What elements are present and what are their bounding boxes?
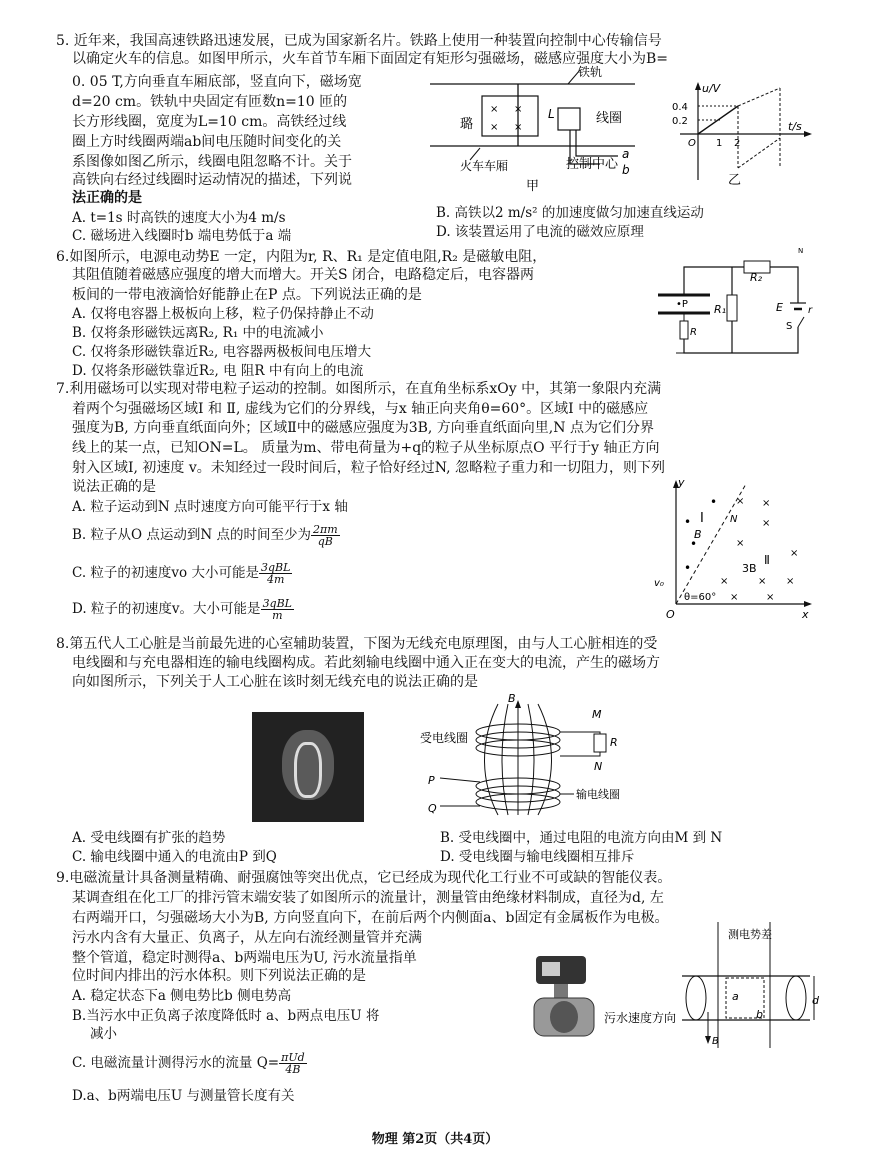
q7-option-a: A. 粒子运动到N 点时速度方向可能平行于x 轴 (72, 499, 348, 515)
q6-circuit-figure (640, 247, 820, 367)
q8-option-c: C. 输电线圈中通入的电流由P 到Q (72, 849, 277, 865)
field-mark: × (490, 122, 499, 133)
field-x: × (786, 576, 795, 587)
q5-option-d: D. 该装置运用了电流的磁效应原理 (436, 224, 644, 240)
q5-option-c: C. 磁场进入线圈时b 端电势低于a 端 (72, 228, 292, 244)
q7-line-5: 射入区域I, 初速度 v。未知经过一段时间后，粒子恰好经过N, 忽略粒子重力和一切阻力，则下列 (72, 460, 666, 476)
q7-line-2: 着两个匀强磁场区域Ⅰ 和 Ⅱ, 虚线为它们的分界线，与x 轴正向夹角θ=60°。区域Ⅰ 中的磁感应 (72, 401, 649, 417)
q7-option-c-text: C. 粒子的初速度vo 大小可能是 (72, 565, 259, 581)
field-x: × (790, 548, 799, 559)
q9-option-b-cont: 减小 (90, 1026, 117, 1042)
q8-line-2: 电线圈和与充电器相连的输电线圈构成。若此刻输电线圈中通入正在变大的电流，产生的磁场方 (72, 655, 660, 671)
q7-line-4: 线上的某一点，已知ON=L。 质量为m、带电荷量为+q的粒子从坐标原点O 平行于y 轴正方向 (72, 440, 660, 456)
q9-tube-figure (600, 920, 830, 1050)
label-a: a (732, 990, 739, 1003)
q7-option-c (72, 562, 292, 585)
label-rail: 铁轨 (578, 65, 603, 79)
q6-option-b: B. 仅将条形磁铁远离R₂, R₁ 中的电流减小 (72, 325, 324, 341)
q9-option-d: D.a、b两端电压U 与测量管长度有关 (72, 1088, 295, 1104)
axis-y: y (678, 476, 685, 489)
q5-line-3: 0. 05 T,方向垂直车厢底部，竖直向下，磁场宽 (72, 74, 362, 90)
label-jia: 甲 (526, 179, 540, 194)
label-potential-diff: 测电势差 (728, 928, 772, 941)
tick-2: 2 (734, 138, 741, 149)
field-dot: • (710, 495, 718, 509)
label-b: b (756, 1008, 763, 1021)
label-train: 璐 (460, 117, 474, 132)
field-mark: × (514, 104, 523, 115)
axis-t: t/s (788, 120, 802, 133)
q5-figure-yi (670, 80, 820, 190)
fraction-denominator: 4m (266, 573, 285, 586)
q9-line-3: 右两端开口，匀强磁场大小为B, 方向竖直向下，在前后两个内侧面a、b固定有金属板作为电极。 (72, 910, 669, 926)
label-E: E (776, 301, 783, 314)
label-control-center: 控制中心 (566, 157, 619, 172)
field-x: × (730, 592, 739, 603)
q9-line-2: 某调查组在化工厂的排污管末端安装了如图所示的流量计，测量管由绝缘材料制成，直径为d, 左 (72, 890, 664, 906)
fraction-numerator: 2πm (312, 523, 338, 536)
label-coil: 线圈 (596, 111, 623, 126)
q5-line-6: 圈上方时线圈两端ab间电压随时间变化的关 (72, 134, 342, 150)
axis-x: x (802, 608, 809, 621)
page-footer: 物理 第2页（共4页） (371, 1132, 499, 1147)
label-d: d (812, 994, 819, 1007)
q5-option-b: B. 高铁以2 m/s² 的加速度做匀加速直线运动 (436, 205, 704, 221)
label-B: B (694, 528, 702, 541)
field-x: × (762, 498, 771, 509)
tick-0-2: 0.2 (672, 116, 688, 127)
heart-photo (252, 712, 364, 822)
fraction-numerator: 3qBL (262, 597, 292, 610)
field-mark: × (514, 122, 523, 133)
label-N: N (594, 760, 603, 773)
label-N: N (798, 247, 804, 255)
q9-line-4: 污水内含有大量正、负离子，从左向右流经测量管并充满 (72, 930, 422, 946)
q6-line-3: 板间的一带电液滴恰好能静止在P 点。下列说法正确的是 (72, 287, 422, 303)
q8-coil-figure (420, 690, 650, 820)
label-v0: v₀ (654, 578, 664, 589)
device-ring (294, 742, 322, 798)
field-dot: • (690, 537, 698, 551)
q9-line-1: 9.电磁流量计具备测量精确、耐强腐蚀等突出优点，它已经成为现代化工行业不可或缺的智能仪表。 (56, 870, 672, 886)
label-M: M (592, 708, 602, 721)
q8-line-1: 8.第五代人工心脏是当前最先进的心室辅助装置，下图为无线充电原理图，由与人工心脏相连的受 (56, 636, 658, 652)
label-B: B (712, 1036, 719, 1047)
q7-option-d (72, 598, 294, 621)
label-theta: θ=60° (684, 592, 717, 603)
field-x: × (736, 496, 745, 507)
q9-option-c-text: C. 电磁流量计测得污水的流量 Q= (72, 1055, 280, 1071)
q5-option-a: A. t=1s 时高铁的速度大小为4 m/s (72, 210, 286, 226)
label-flow-direction: 污水速度方向 (604, 1011, 677, 1025)
q6-option-d: D. 仅将条形磁铁靠近R₂, 电 阻R 中有向上的电流 (72, 363, 364, 379)
q9-line-6: 位时间内排出的污水体积。则下列说法正确的是 (72, 968, 366, 984)
q7-option-c-fraction (259, 562, 292, 585)
q8-option-b: B. 受电线圈中，通过电阻的电流方向由M 到 N (440, 830, 723, 846)
q5-line-7: 系图像如图乙所示，线圈电阻忽略不计。关于 (72, 154, 352, 170)
label-yi: 乙 (728, 173, 742, 188)
origin: O (666, 608, 675, 621)
axis-u: u/V (702, 82, 721, 95)
field-dot: • (684, 561, 692, 575)
label-a: a (622, 147, 630, 161)
label-N: N (730, 514, 738, 525)
field-dot: • (684, 515, 692, 529)
label-3B: 3B (742, 562, 757, 575)
q8-option-a: A. 受电线圈有扩张的趋势 (72, 830, 226, 846)
label-transmitting-coil: 输电线圈 (576, 788, 620, 801)
label-P: P (428, 774, 435, 787)
label-R1: R₁ (714, 303, 727, 316)
origin: O (688, 138, 696, 149)
q7-option-b-fraction (311, 524, 340, 547)
field-x: × (762, 518, 771, 529)
label-Q: Q (428, 802, 437, 815)
fraction-denominator: qB (317, 535, 333, 548)
q6-line-1: 6.如图所示，电源电动势E 一定，内阻为r, R、R₁ 是定值电阻,R₂ 是磁敏电阻， (56, 249, 547, 265)
label-r: r (808, 305, 813, 316)
field-x: × (720, 576, 729, 587)
q5-line-1: 5. 近年来，我国高速铁路迅速发展，已成为国家新名片。铁路上使用一种装置向控制中心传输信号 (56, 33, 662, 49)
tick-0-4: 0.4 (672, 102, 688, 113)
field-mark: × (490, 104, 499, 115)
q6-option-c: C. 仅将条形磁铁靠近R₂, 电容器两极板间电压增大 (72, 344, 372, 360)
q9-option-a: A. 稳定状态下a 侧电势比b 侧电势高 (72, 988, 292, 1004)
q6-line-2: 其阻值随着磁感应强度的增大而增大。开关S 闭合，电路稳定后，电容器两 (72, 267, 535, 283)
tick-1: 1 (716, 138, 723, 149)
fraction-denominator: 4B (285, 1063, 301, 1076)
q7-option-d-text: D. 粒子的初速度v。大小可能是 (72, 601, 261, 617)
label-L: L (548, 107, 555, 121)
region-II: Ⅱ (764, 553, 770, 567)
label-R2: R₂ (750, 271, 763, 284)
q5-line-9: 法正确的是 (72, 190, 142, 206)
q7-option-d-fraction (261, 598, 294, 621)
q7-line-3: 强度为B, 方向垂直纸面向外；区域Ⅱ中的磁感应强度为3B, 方向垂直纸面向里,N 点为它们分界 (72, 420, 654, 436)
label-S: S (786, 321, 793, 332)
q8-line-3: 向如图所示，下列关于人工心脏在该时刻无线充电的说法正确的是 (72, 674, 478, 690)
q7-line-6: 说法正确的是 (72, 479, 156, 495)
field-x: × (758, 576, 767, 587)
fraction-numerator: πUd (281, 1051, 305, 1064)
q5-line-4: d=20 cm。铁轨中央固定有匝数n=10 匝的 (72, 94, 348, 110)
q6-option-a: A. 仅将电容器上极板向上移，粒子仍保持静止不动 (72, 306, 374, 322)
label-R: R (690, 327, 697, 338)
label-car: 火车车厢 (460, 159, 509, 173)
region-I: Ⅰ (700, 511, 704, 526)
q5-line-5: 长方形线圈，宽度为L=10 cm。高铁经过线 (72, 114, 347, 130)
q9-option-c (72, 1052, 307, 1075)
fraction-denominator: m (272, 609, 283, 622)
q7-field-figure (650, 476, 820, 624)
label-B: B (508, 692, 516, 705)
q7-line-1: 7.利用磁场可以实现对带电粒子运动的控制。如图所示，在直角坐标系xOy 中，其第一象限内充满 (56, 381, 662, 397)
q8-option-d: D. 受电线圈与输电线圈相互排斥 (440, 849, 635, 865)
label-R: R (610, 736, 618, 749)
field-x: × (736, 538, 745, 549)
field-x: × (766, 592, 775, 603)
label-P: •P (676, 299, 688, 310)
q5-line-8: 高铁向右经过线圈时运动情况的描述，下列说 (72, 172, 352, 188)
fraction-numerator: 3qBL (260, 561, 291, 574)
q9-option-c-fraction (279, 1052, 307, 1075)
q7-option-b (72, 524, 340, 547)
q5-line-2: 以确定火车的信息。如图甲所示，火车首节车厢下面固定有矩形匀强磁场，磁感应强度大小为B= (72, 51, 669, 67)
q5-figure-jia (430, 64, 640, 200)
q9-option-b: B.当污水中正负离子浓度降低时 a、b两点电压U 将 (72, 1008, 380, 1024)
label-receiving-coil: 受电线圈 (420, 731, 469, 745)
q7-option-b-text: B. 粒子从O 点运动到N 点的时间至少为 (72, 527, 311, 543)
q9-line-5: 整个管道，稳定时测得a、b两端电压为U, 污水流量指单 (72, 950, 417, 966)
flowmeter-photo (528, 950, 603, 1050)
label-b: b (622, 163, 630, 177)
